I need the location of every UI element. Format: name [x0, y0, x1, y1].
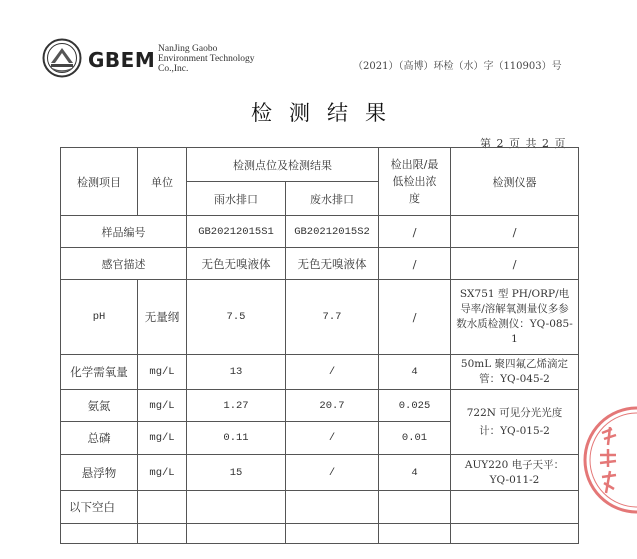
cell-value-2: /: [286, 455, 379, 491]
cell-instrument: [451, 491, 579, 524]
cell-value-2: GB20212015S2: [286, 216, 379, 248]
report-number: （2021）（高博）环检（水）字（110903）号: [353, 61, 562, 72]
company-logo-icon: [42, 38, 82, 78]
cell-unit: 无量纲: [138, 280, 187, 355]
row-item: 样品编号: [61, 216, 187, 248]
header-points-group: 检测点位及检测结果: [187, 148, 379, 182]
cell-limit: 0.01: [379, 422, 451, 455]
table-row: [61, 455, 579, 491]
company-name: [158, 44, 255, 74]
table-row: [61, 491, 579, 524]
cell-limit: 0.025: [379, 390, 451, 422]
header-item: 检测项目: [61, 148, 138, 216]
row-item: 悬浮物: [61, 455, 138, 491]
header-point-2: 废水排口: [286, 182, 379, 216]
cell-unit: mg/L: [138, 422, 187, 455]
row-item: 氨氮: [61, 390, 138, 422]
cell-value-2: /: [286, 355, 379, 390]
cell-unit: [138, 491, 187, 524]
company-line-3: Co.,Inc.: [158, 64, 189, 74]
header-point-1: 雨水排口: [187, 182, 286, 216]
cell-value-2: 20.7: [286, 390, 379, 422]
header-limit: 检出限/最低检出浓度: [379, 148, 451, 216]
cell-instrument: /: [451, 216, 579, 248]
table-row: [61, 390, 579, 422]
report-header: [0, 0, 637, 100]
row-item: pH: [61, 280, 138, 355]
cell-instrument: 722N 可见分光光度计：YQ-015-2: [451, 390, 579, 455]
cell-unit: mg/L: [138, 455, 187, 491]
cell-value-1: 15: [187, 455, 286, 491]
cell-instrument: SX751 型 PH/ORP/电导率/溶解氧测量仪多参数水质检测仪：YQ-085-1: [451, 280, 579, 355]
cell-value-2: [286, 491, 379, 524]
row-item: 感官描述: [61, 248, 187, 280]
table-row: [61, 355, 579, 390]
company-line-2: Environment Technology: [158, 54, 255, 64]
page-indicator: 第 2 页 共 2 页: [480, 137, 567, 150]
cell-value-2: 7.7: [286, 280, 379, 355]
cell-value-1: GB20212015S1: [187, 216, 286, 248]
row-item: 以下空白: [61, 491, 138, 524]
table-header-row: [61, 148, 579, 182]
cell-limit: /: [379, 280, 451, 355]
cell-limit: 4: [379, 455, 451, 491]
table-row: [61, 216, 579, 248]
row-item: 化学需氧量: [61, 355, 138, 390]
cell-unit: mg/L: [138, 390, 187, 422]
header-unit: 单位: [138, 148, 187, 216]
cell-instrument: /: [451, 248, 579, 280]
header-instrument: 检测仪器: [451, 148, 579, 216]
cell-unit: mg/L: [138, 355, 187, 390]
table-row-partial: [61, 524, 579, 544]
results-table: [60, 147, 579, 544]
cell-value-1: 1.27: [187, 390, 286, 422]
brand-name: GBEM: [88, 48, 156, 72]
cell-limit: 4: [379, 355, 451, 390]
cell-instrument: AUY220 电子天平：YQ-011-2: [451, 455, 579, 491]
cell-value-2: /: [286, 422, 379, 455]
cell-instrument: 50mL 聚四氟乙烯滴定管：YQ-045-2: [451, 355, 579, 390]
company-line-1: NanJing Gaobo: [158, 44, 218, 54]
cell-value-2: 无色无嗅液体: [286, 248, 379, 280]
cell-value-1: 7.5: [187, 280, 286, 355]
cell-limit: /: [379, 248, 451, 280]
cell-limit: /: [379, 216, 451, 248]
cell-value-1: 0.11: [187, 422, 286, 455]
cell-value-1: [187, 491, 286, 524]
cell-value-1: 13: [187, 355, 286, 390]
official-seal-stamp: [582, 405, 637, 515]
cell-limit: [379, 491, 451, 524]
table-row: [61, 248, 579, 280]
table-row: [61, 280, 579, 355]
page-title: 检测结果: [251, 101, 403, 125]
cell-value-1: 无色无嗅液体: [187, 248, 286, 280]
row-item: 总磷: [61, 422, 138, 455]
